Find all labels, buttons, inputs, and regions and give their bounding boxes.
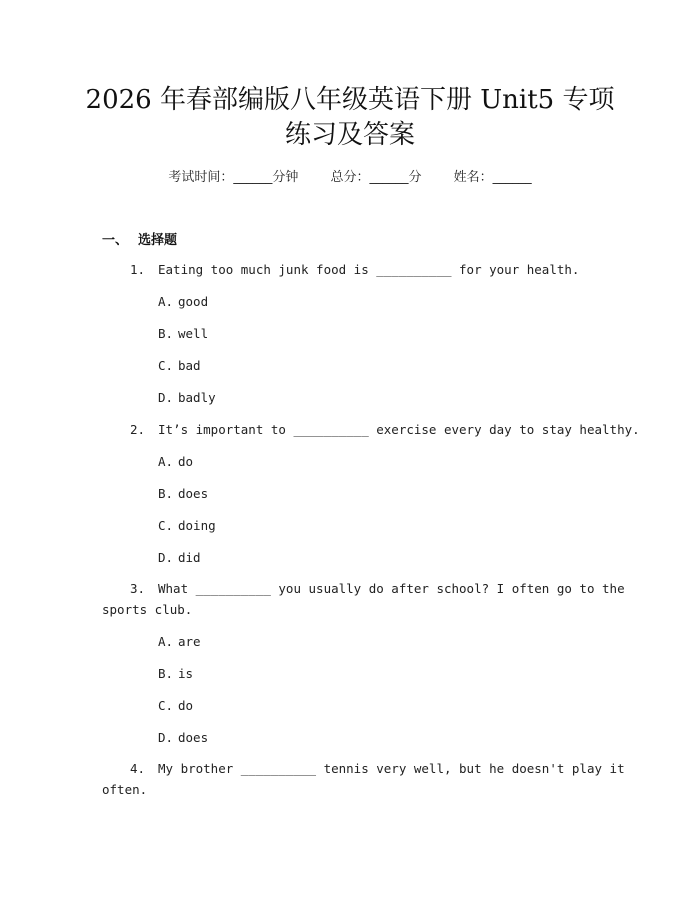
option-3b <box>158 666 193 681</box>
name-label: 姓名： <box>453 170 493 185</box>
question-3 <box>130 581 625 596</box>
question-text: What __________ you usually do after school? I often go to the <box>158 581 625 596</box>
question-2 <box>130 422 640 437</box>
option-letter: C. <box>158 358 174 373</box>
name-field <box>454 166 532 185</box>
option-1b <box>158 326 208 341</box>
option-1a <box>158 294 208 309</box>
option-letter: B. <box>158 486 174 501</box>
option-text: do <box>178 454 194 469</box>
option-text: did <box>178 550 201 565</box>
document-title-line-1: 2026 年春部编版八年级英语下册 Unit5 专项 <box>85 85 615 115</box>
option-text: is <box>178 666 194 681</box>
option-text: doing <box>178 518 216 533</box>
option-2b <box>158 486 208 501</box>
question-1 <box>130 262 579 277</box>
question-4-continued: often. <box>102 782 148 797</box>
option-letter: B. <box>158 326 174 341</box>
option-1c <box>158 358 201 373</box>
question-text: My brother __________ tennis very well, but he doesn't play it <box>158 761 625 776</box>
option-2a <box>158 454 193 469</box>
question-4 <box>130 761 625 776</box>
exam-time-field <box>168 166 298 185</box>
exam-time-blank: ______ <box>233 170 273 185</box>
option-text: do <box>178 698 194 713</box>
question-text: It’s important to __________ exercise every day to stay healthy. <box>158 422 640 437</box>
exam-meta-row <box>0 166 700 185</box>
section-number: 一、 <box>102 233 129 248</box>
total-score-unit: 分 <box>408 170 422 185</box>
total-score-blank: ______ <box>369 170 409 185</box>
option-3c <box>158 698 193 713</box>
option-3a <box>158 634 201 649</box>
option-text: well <box>178 326 209 341</box>
option-letter: D. <box>158 730 174 745</box>
option-text: badly <box>178 390 216 405</box>
option-text: does <box>178 730 209 745</box>
option-letter: A. <box>158 294 174 309</box>
name-blank: ______ <box>492 170 532 185</box>
option-text: does <box>178 486 209 501</box>
option-1d <box>158 390 216 405</box>
section-title: 选择题 <box>138 233 178 248</box>
question-number: 1. <box>130 262 146 277</box>
option-letter: B. <box>158 666 174 681</box>
option-letter: D. <box>158 390 174 405</box>
total-score-label: 总分： <box>330 170 370 185</box>
option-letter: C. <box>158 518 174 533</box>
option-2d <box>158 550 201 565</box>
question-number: 4. <box>130 761 146 776</box>
option-letter: A. <box>158 634 174 649</box>
option-text: bad <box>178 358 201 373</box>
section-heading <box>102 229 177 248</box>
exam-time-label: 考试时间： <box>168 170 234 185</box>
option-letter: D. <box>158 550 174 565</box>
document-title-line-2: 练习及答案 <box>284 120 415 150</box>
option-letter: C. <box>158 698 174 713</box>
exam-time-unit: 分钟 <box>272 170 299 185</box>
option-3d <box>158 730 208 745</box>
option-text: good <box>178 294 209 309</box>
option-text: are <box>178 634 201 649</box>
total-score-field <box>330 166 421 185</box>
question-3-continued: sports club. <box>102 602 193 617</box>
question-number: 3. <box>130 581 146 596</box>
question-text: Eating too much junk food is __________ for your health. <box>158 262 580 277</box>
option-2c <box>158 518 216 533</box>
option-letter: A. <box>158 454 174 469</box>
question-number: 2. <box>130 422 146 437</box>
